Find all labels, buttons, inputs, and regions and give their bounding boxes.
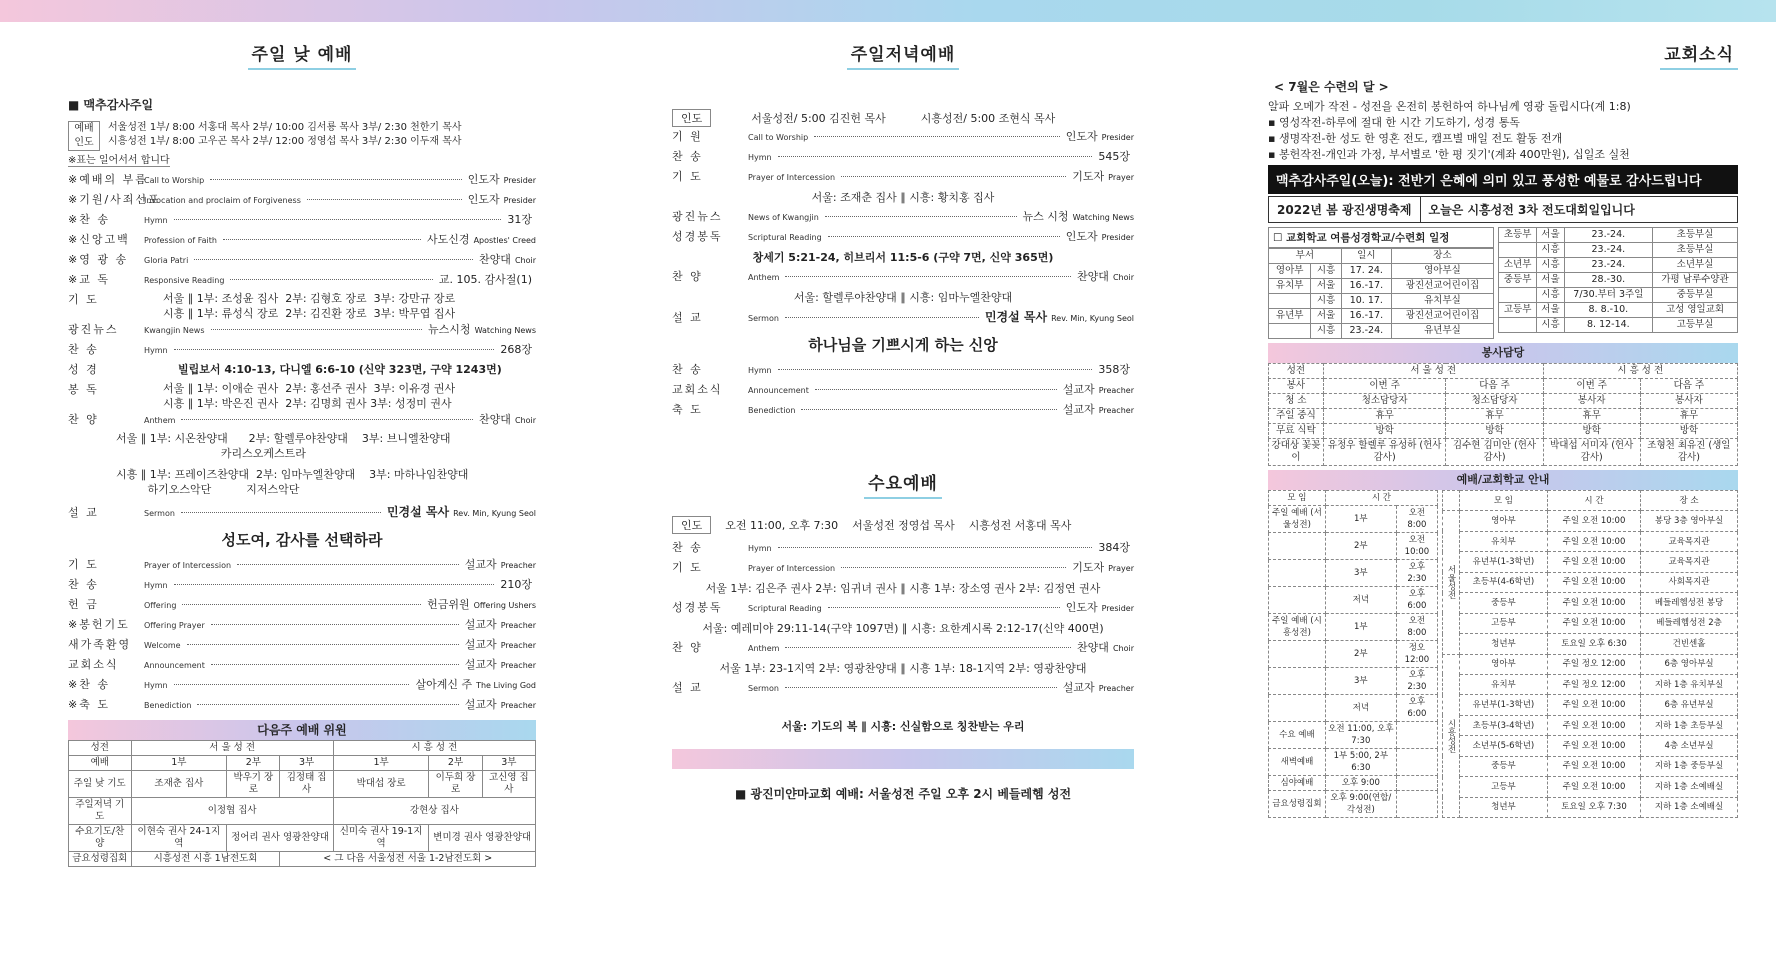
service-table: 성전 서 울 성 전 시 흥 성 전 봉사 이번 주 다음 주 이번 주 다음 주 청 소 청소담당자 청소담당자 봉사자 봉사자 주일 중식 휴무 휴무 휴무 휴무 무료 식탁 방학 방학 방학 방학 강대상 꽃꽂이 유정우 할렐루 유성하 (헌사 감사) 김수현 김미안 (헌사 감사) 박대섭 서미자 (헌사 감사) 조형천 최유진 (생일 감사) bbox=[1268, 363, 1738, 466]
service-row: 강대상 꽃꽂이 유정우 할렐루 유성하 (헌사 감사) 김수현 김미안 (헌사 감사) 박대섭 서미자 (헌사 감사) 조형천 최유진 (생일 감사) bbox=[1269, 439, 1738, 466]
prayer-label: 기 도 bbox=[68, 293, 99, 306]
evening-service-column bbox=[672, 40, 1134, 802]
sermon-title: 성도여, 감사를 선택하라 bbox=[221, 531, 383, 549]
anthem-line: 시흥 ∥ 1부: 프레이즈찬양대 2부: 임마누엘찬양대 3부: 마하나임찬양대 bbox=[116, 468, 469, 481]
order-item: ※영 광 송 Gloria Patri 찬양대 Choir bbox=[68, 253, 536, 266]
column-title: 주일 낮 예배 bbox=[68, 40, 536, 70]
evening-order-item: 교회소식 Announcement 설교자 Preacher bbox=[672, 383, 1134, 396]
guide-row: 유치부 주일 오전 10:00 교육목지관 bbox=[1443, 531, 1738, 551]
camp-row: 중등부 서울 28.-30. 가평 남루수양관 bbox=[1499, 273, 1738, 288]
evening-sermon-title: 하나님을 기쁘시게 하는 신앙 bbox=[808, 336, 998, 354]
evening-order-item: 찬 송 Hymn 358장 bbox=[672, 363, 1130, 376]
camp-schedule: ☐ 교회학교 여름성경학교/수련회 일정 부서 일시 장소 영아부 시흥 17. 24. 영아부실 유치부 서울 16.-17. 광진선교어린이집 시흥 10. 17. 유치부실 유년부 서울 16.-17. 광진선교어린이집 시흥 23.-24. 유년부실 초등부 서울 23.-24. 초등부실 시흥 23.-24. 초등부실 소년부 시흥 23.-24. 소년부실 중등부 서울 28.-30. 가평 남루수양관 시흥 7/30.부터 3주일 중등부실 고등부 서울 8. 8.-10. 고성 영일교회 시흥 8. 12-14. 고등부실 bbox=[1268, 227, 1738, 339]
wednesday-anthem-sub: 서울 1부: 23-1지역 2부: 영광찬양대 ∥ 시흥 1부: 18-1지역 2부: 영광찬양대 bbox=[719, 662, 1087, 675]
sermon-row: 설 교 Sermon 민경설 목사 Rev. Min, Kyung Seol bbox=[68, 505, 536, 519]
guide-row: 청년부 토요일 오후 6:30 건빈센홀 bbox=[1443, 634, 1738, 654]
service-leaders bbox=[68, 121, 536, 151]
prayer-line: 시흥 ∥ 1부: 류성식 장로 2부: 김진환 장로 3부: 박무엽 집사 bbox=[163, 307, 456, 320]
next-week-title: 다음주 예배 위원 bbox=[68, 720, 536, 740]
order-item: ※신앙고백 Profession of Faith 사도신경 Apostles' Creed bbox=[68, 233, 536, 246]
evening-order-item: 광진뉴스 News of Kwangjin 뉴스 시청 Watching News bbox=[672, 210, 1134, 223]
anthem-line: 카리스오케스트라 bbox=[116, 447, 306, 460]
evening-leaders: 인도 서울성전/ 5:00 김진헌 목사 시흥성전/ 5:00 조현식 목사 bbox=[672, 108, 1134, 128]
camp-row: 영아부 시흥 17. 24. 영아부실 bbox=[1269, 264, 1494, 279]
guide-row: 3부 오후 2:30 bbox=[1269, 560, 1438, 587]
camp-row: 초등부 서울 23.-24. 초등부실 bbox=[1499, 228, 1738, 243]
month-list: 알파 오메가 작전 - 성전을 온전히 봉헌하여 하나님께 영광 돌립시다(계 1:8) ▪ 영성작전-하루에 절대 한 시간 기도하기, 성경 통독 ▪ 생명작전-한 성도 한 영혼 전도, 캠프별 매일 전도 활동 전개 ▪ 봉헌작전-개인과 가정, 부서별로 '한 평 짓기'(계좌 400만원), 십일조 실천 bbox=[1268, 100, 1631, 161]
camp-row: 고등부 서울 8. 8.-10. 고성 영일교회 bbox=[1499, 303, 1738, 318]
order-item: ※찬 송 Hymn 살아계신 주 The Living God bbox=[68, 678, 536, 691]
guide-row: 중등부 주일 오전 10:00 베들레헴성전 봉당 bbox=[1443, 593, 1738, 613]
anthem-line: 하기오스악단 지저스악단 bbox=[116, 483, 300, 496]
guide-row: 주일 예배 (서울성전) 1부 오전 8:00 bbox=[1269, 506, 1438, 533]
wednesday-title: 수요예배 bbox=[672, 469, 1134, 499]
order-item: 새가족환영 Welcome 설교자 Preacher bbox=[68, 638, 536, 651]
evening-order-item: 기 도 Prayer of Intercession 기도자 Prayer bbox=[672, 170, 1134, 183]
anthem-line: 서울 ∥ 1부: 시온찬양대 2부: 할렐루야찬양대 3부: 브니엘찬양대 bbox=[116, 432, 451, 445]
wednesday-sermon: 설 교 Sermon 설교자 Preacher bbox=[672, 681, 1134, 694]
camp-row: 시흥 8. 12-14. 고등부실 bbox=[1499, 318, 1738, 333]
wednesday-order-item: 기 도 Prayer of Intercession 기도자 Prayer bbox=[672, 561, 1134, 574]
leaders-seoul: 서울성전 1부/ 8:00 서홍대 목사 2부/ 10:00 김서룡 목사 3부/ 2:30 천한기 목사 bbox=[108, 122, 462, 133]
order-item: ※찬 송 Hymn 31장 bbox=[68, 213, 532, 226]
evening-anthem: 찬 양 Anthem 찬양대 Choir bbox=[672, 270, 1134, 283]
occasion-heading: ■ 맥추감사주일 bbox=[68, 98, 154, 112]
order-item: ※봉헌기도 Offering Prayer 설교자 Preacher bbox=[68, 618, 536, 631]
wednesday-anthem: 찬 양 Anthem 찬양대 Choir bbox=[672, 641, 1134, 654]
camp-row: 시흥 10. 17. 유치부실 bbox=[1269, 294, 1494, 309]
next-week-table: 성전 서 울 성 전 시 흥 성 전 예배 1부 2부 3부 1부 2부 3부 주일 낮 기도 조재춘 집사 박우기 장로 김정태 집사 박대섭 장로 이두희 장로 고신영 집사 주일저녁 기도 이정협 집사 강현상 집사 수요기도/찬양 이현숙 권사 24-1지역 정어리 권사 영광찬양대 신미숙 권사 19-1지역 변미경 권사 영광찬양대 금요성령집회 시흥성전 시흥 1남전도회 < 그 다음 서울성전 서울 1-2남전도회 > bbox=[68, 740, 536, 867]
guide-row: 유치부 주일 정오 12:00 지하 1층 유치부실 bbox=[1443, 674, 1738, 694]
order-item: ※교 독 Responsive Reading 교. 105. 감사절(1) bbox=[68, 273, 532, 286]
wednesday-theme: 서울: 기도의 복 ∥ 시흥: 신실함으로 칭찬받는 우리 bbox=[781, 720, 1025, 733]
guide-row: 고등부 주일 오전 10:00 베들레헴성전 2층 bbox=[1443, 613, 1738, 633]
guide-row: 심야예배 오후 9:00 bbox=[1269, 776, 1438, 791]
scripture-text: 빌립보서 4:10-13, 다니엘 6:6-10 (신약 323면, 구약 1243면) bbox=[178, 363, 502, 376]
guide-row: 저녁 오후 6:00 bbox=[1269, 695, 1438, 722]
myanmar-church-notice: ■ 광진미얀마교회 예배: 서울성전 주일 오후 2시 베들레헴 성전 bbox=[734, 787, 1072, 801]
guide-row: 시흥성전 영아부 주일 정오 12:00 6층 영아부실 bbox=[1443, 654, 1738, 674]
festival-box: 2022년 봄 광진생명축제 오늘은 시흥성전 3차 전도대회일입니다 bbox=[1268, 196, 1738, 223]
church-news-column bbox=[1268, 40, 1738, 818]
column-title: 주일저녁예배 bbox=[672, 40, 1134, 70]
wednesday-scripture: 서울: 예레미야 29:11-14(구약 1097면) ∥ 시흥: 요한계시록 2:12-17(신약 400면) bbox=[702, 622, 1104, 635]
order-item: ※축 도 Benediction 설교자 Preacher bbox=[68, 698, 536, 711]
decor-gradient-bar bbox=[672, 749, 1134, 769]
service-title: 봉사담당 bbox=[1268, 343, 1738, 363]
evening-order-item: 기 원 Call to Worship 인도자 Presider bbox=[672, 130, 1134, 143]
evening-prayer-sub: 서울: 조재춘 집사 ∥ 시흥: 황치홍 집사 bbox=[811, 191, 995, 204]
evening-order-item: 찬 송 Hymn 545장 bbox=[672, 150, 1130, 163]
leaders-label: 예배 인도 bbox=[68, 121, 100, 151]
guide-row: 초등부(4-6학년) 주일 오전 10:00 사회목지관 bbox=[1443, 572, 1738, 592]
scripture-label: 성 경 bbox=[68, 363, 99, 376]
camp-row: 시흥 23.-24. 초등부실 bbox=[1499, 243, 1738, 258]
guide-row: 수요 예배 오전 11:00, 오후 7:30 bbox=[1269, 722, 1438, 749]
leaders-siheung: 시흥성전 1부/ 8:00 고우곤 목사 2부/ 12:00 정영섭 목사 3부/ 2:30 이두재 목사 bbox=[108, 136, 462, 147]
service-row: 주일 중식 휴무 휴무 휴무 휴무 bbox=[1269, 409, 1738, 424]
guide-row: 저녁 오후 6:00 bbox=[1269, 587, 1438, 614]
guide-title: 예배/교회학교 안내 bbox=[1268, 470, 1738, 490]
anthem-row: 찬 양 Anthem 찬양대 Choir bbox=[68, 413, 536, 426]
prayer-line: 서울 ∥ 1부: 조성윤 집사 2부: 김형호 장로 3부: 강만규 장로 bbox=[163, 292, 456, 305]
column-title: 교회소식 bbox=[1268, 40, 1738, 70]
evening-sermon: 설 교 Sermon 민경설 목사 Rev. Min, Kyung Seol bbox=[672, 310, 1134, 324]
guide-row: 청년부 토요일 오후 7:30 지하 1층 소예배실 bbox=[1443, 797, 1738, 817]
order-item: 기 도 Prayer of Intercession 설교자 Preacher bbox=[68, 558, 536, 571]
guide-row: 3부 오후 2:30 bbox=[1269, 668, 1438, 695]
order-item: 찬 송 Hymn 210장 bbox=[68, 578, 532, 591]
camp-row: 시흥 23.-24. 유년부실 bbox=[1269, 324, 1494, 339]
top-decor-bar bbox=[0, 0, 1776, 22]
wednesday-prayer-sub: 서울 1부: 김은주 권사 2부: 임귀녀 권사 ∥ 시흥 1부: 장소영 권사 2부: 김정연 권사 bbox=[705, 582, 1101, 595]
order-item: 헌 금 Offering 헌금위원 Offering Ushers bbox=[68, 598, 536, 611]
guide-row: 유년부(1-3학년) 주일 오전 10:00 교육목지관 bbox=[1443, 552, 1738, 572]
thanksgiving-notice: 맥추감사주일(오늘): 전반기 은혜에 의미 있고 풍성한 예물로 감사드립니다 bbox=[1268, 165, 1738, 194]
evening-order-item: 성경봉독 Scriptural Reading 인도자 Presider bbox=[672, 230, 1134, 243]
order-item: ※기원/사죄선포 Invocation and proclaim of Forgiveness 인도자 Presider bbox=[68, 193, 536, 206]
guide-row: 유년부(1-3학년) 주일 오전 10:00 6층 유년부실 bbox=[1443, 695, 1738, 715]
guide-row: 소년부(5-6학년) 주일 오전 10:00 4층 소년부실 bbox=[1443, 736, 1738, 756]
reading-line: 시흥 ∥ 1부: 박은진 권사 2부: 김명희 권사 3부: 성정미 권사 bbox=[163, 397, 452, 410]
wednesday-leaders: 인도 오전 11:00, 오후 7:30 서울성전 정영섭 목사 시흥성전 서홍대 목사 bbox=[672, 515, 1134, 535]
evening-anthem-sub: 서울: 할렐루야찬양대 ∥ 시흥: 임마누엘찬양대 bbox=[793, 291, 1013, 304]
guide-row: 주일 예배 (시흥성전) 1부 오전 8:00 bbox=[1269, 614, 1438, 641]
guide-row: 2부 오전 10:00 bbox=[1269, 533, 1438, 560]
stand-note: ※표는 일어서서 합니다 bbox=[68, 151, 170, 167]
camp-row: 유년부 서울 16.-17. 광진선교어린이집 bbox=[1269, 309, 1494, 324]
guide-row: 금요성령집회 오후 9:00(연합/각성전) bbox=[1269, 791, 1438, 818]
guide-tables: 모 임 시 간 주일 예배 (서울성전) 1부 오전 8:00 2부 오전 10:00 3부 오후 2:30 저녁 오후 6:00 주일 예배 (시흥성전) 1부 오전 8:00 2부 정오 12:00 3부 오후 2:30 저녁 오후 6:00 수요 예배 오전 11:00, 오후 7:30 새벽예배 1부 5:00, 2부 6:30 심야예배 오후 9:00 금요성령집회 오후 9:00(연합/각성전) 모 임 시 간 장 소 서울성전 영아부 주일 오전 10:00 봉당 3층 영아부실 유치부 주일 오전 10:00 교육목지관 유년부(1-3학년) 주일 오전 10:00 교육목지관 초등부(4-6학년) 주일 오전 10:00 사회목지관 중등부 주일 오전 10:00 베들레헴성전 봉당 고등부 주일 오전 10:00 베들레헴성전 2층 청년부 토요일 오후 6:30 건빈센홀 시흥성전 영아부 주일 정오 12:00 6층 영아부실 유치부 주일 정오 12:00 지하 1층 유치부실 유년부(1-3학년) 주일 오전 10:00 6층 유년부실 초등부(3-4학년) 주일 오전 10:00 지하 1층 초등부실 소년부(5-6학년) 주일 오전 10:00 4층 소년부실 중등부 주일 오전 10:00 지하 1층 중등부실 고등부 주일 오전 10:00 지하 1층 소예배실 청년부 토요일 오후 7:30 지하 1층 소예배실 bbox=[1268, 490, 1738, 818]
guide-row: 2부 정오 12:00 bbox=[1269, 641, 1438, 668]
evening-order-item: 축 도 Benediction 설교자 Preacher bbox=[672, 403, 1134, 416]
camp-row: 시흥 7/30.부터 3주일 중등부실 bbox=[1499, 288, 1738, 303]
service-row: 무료 식탁 방학 방학 방학 방학 bbox=[1269, 424, 1738, 439]
reading-label: 봉 독 bbox=[68, 383, 99, 396]
order-item: 찬 송 Hymn 268장 bbox=[68, 343, 532, 356]
guide-row: 고등부 주일 오전 10:00 지하 1층 소예배실 bbox=[1443, 777, 1738, 797]
reading-line: 서울 ∥ 1부: 이애순 권사 2부: 홍선주 권사 3부: 이유경 권사 bbox=[163, 382, 456, 395]
guide-row: 초등부(3-4학년) 주일 오전 10:00 지하 1층 초등부실 bbox=[1443, 715, 1738, 735]
wednesday-order-item: 찬 송 Hymn 384장 bbox=[672, 541, 1130, 554]
wednesday-order-item: 성경봉독 Scriptural Reading 인도자 Presider bbox=[672, 601, 1134, 614]
evening-scripture: 창세기 5:21-24, 히브리서 11:5-6 (구약 7면, 신약 365면) bbox=[752, 251, 1054, 264]
order-item: 광진뉴스 Kwangjin News 뉴스시청 Watching News bbox=[68, 323, 536, 336]
camp-row: 유치부 서울 16.-17. 광진선교어린이집 bbox=[1269, 279, 1494, 294]
guide-row: 중등부 주일 오전 10:00 지하 1층 중등부실 bbox=[1443, 756, 1738, 776]
sunday-service-column bbox=[68, 40, 536, 867]
month-title: < 7월은 수련의 달 > bbox=[1274, 80, 1389, 94]
guide-row: 새벽예배 1부 5:00, 2부 6:30 bbox=[1269, 749, 1438, 776]
guide-row: 서울성전 영아부 주일 오전 10:00 봉당 3층 영아부실 bbox=[1443, 511, 1738, 531]
service-row: 청 소 청소담당자 청소담당자 봉사자 봉사자 bbox=[1269, 394, 1738, 409]
order-item: ※예배의 부름 Call to Worship 인도자 Presider bbox=[68, 173, 536, 186]
order-item: 교회소식 Announcement 설교자 Preacher bbox=[68, 658, 536, 671]
camp-row: 소년부 시흥 23.-24. 소년부실 bbox=[1499, 258, 1738, 273]
